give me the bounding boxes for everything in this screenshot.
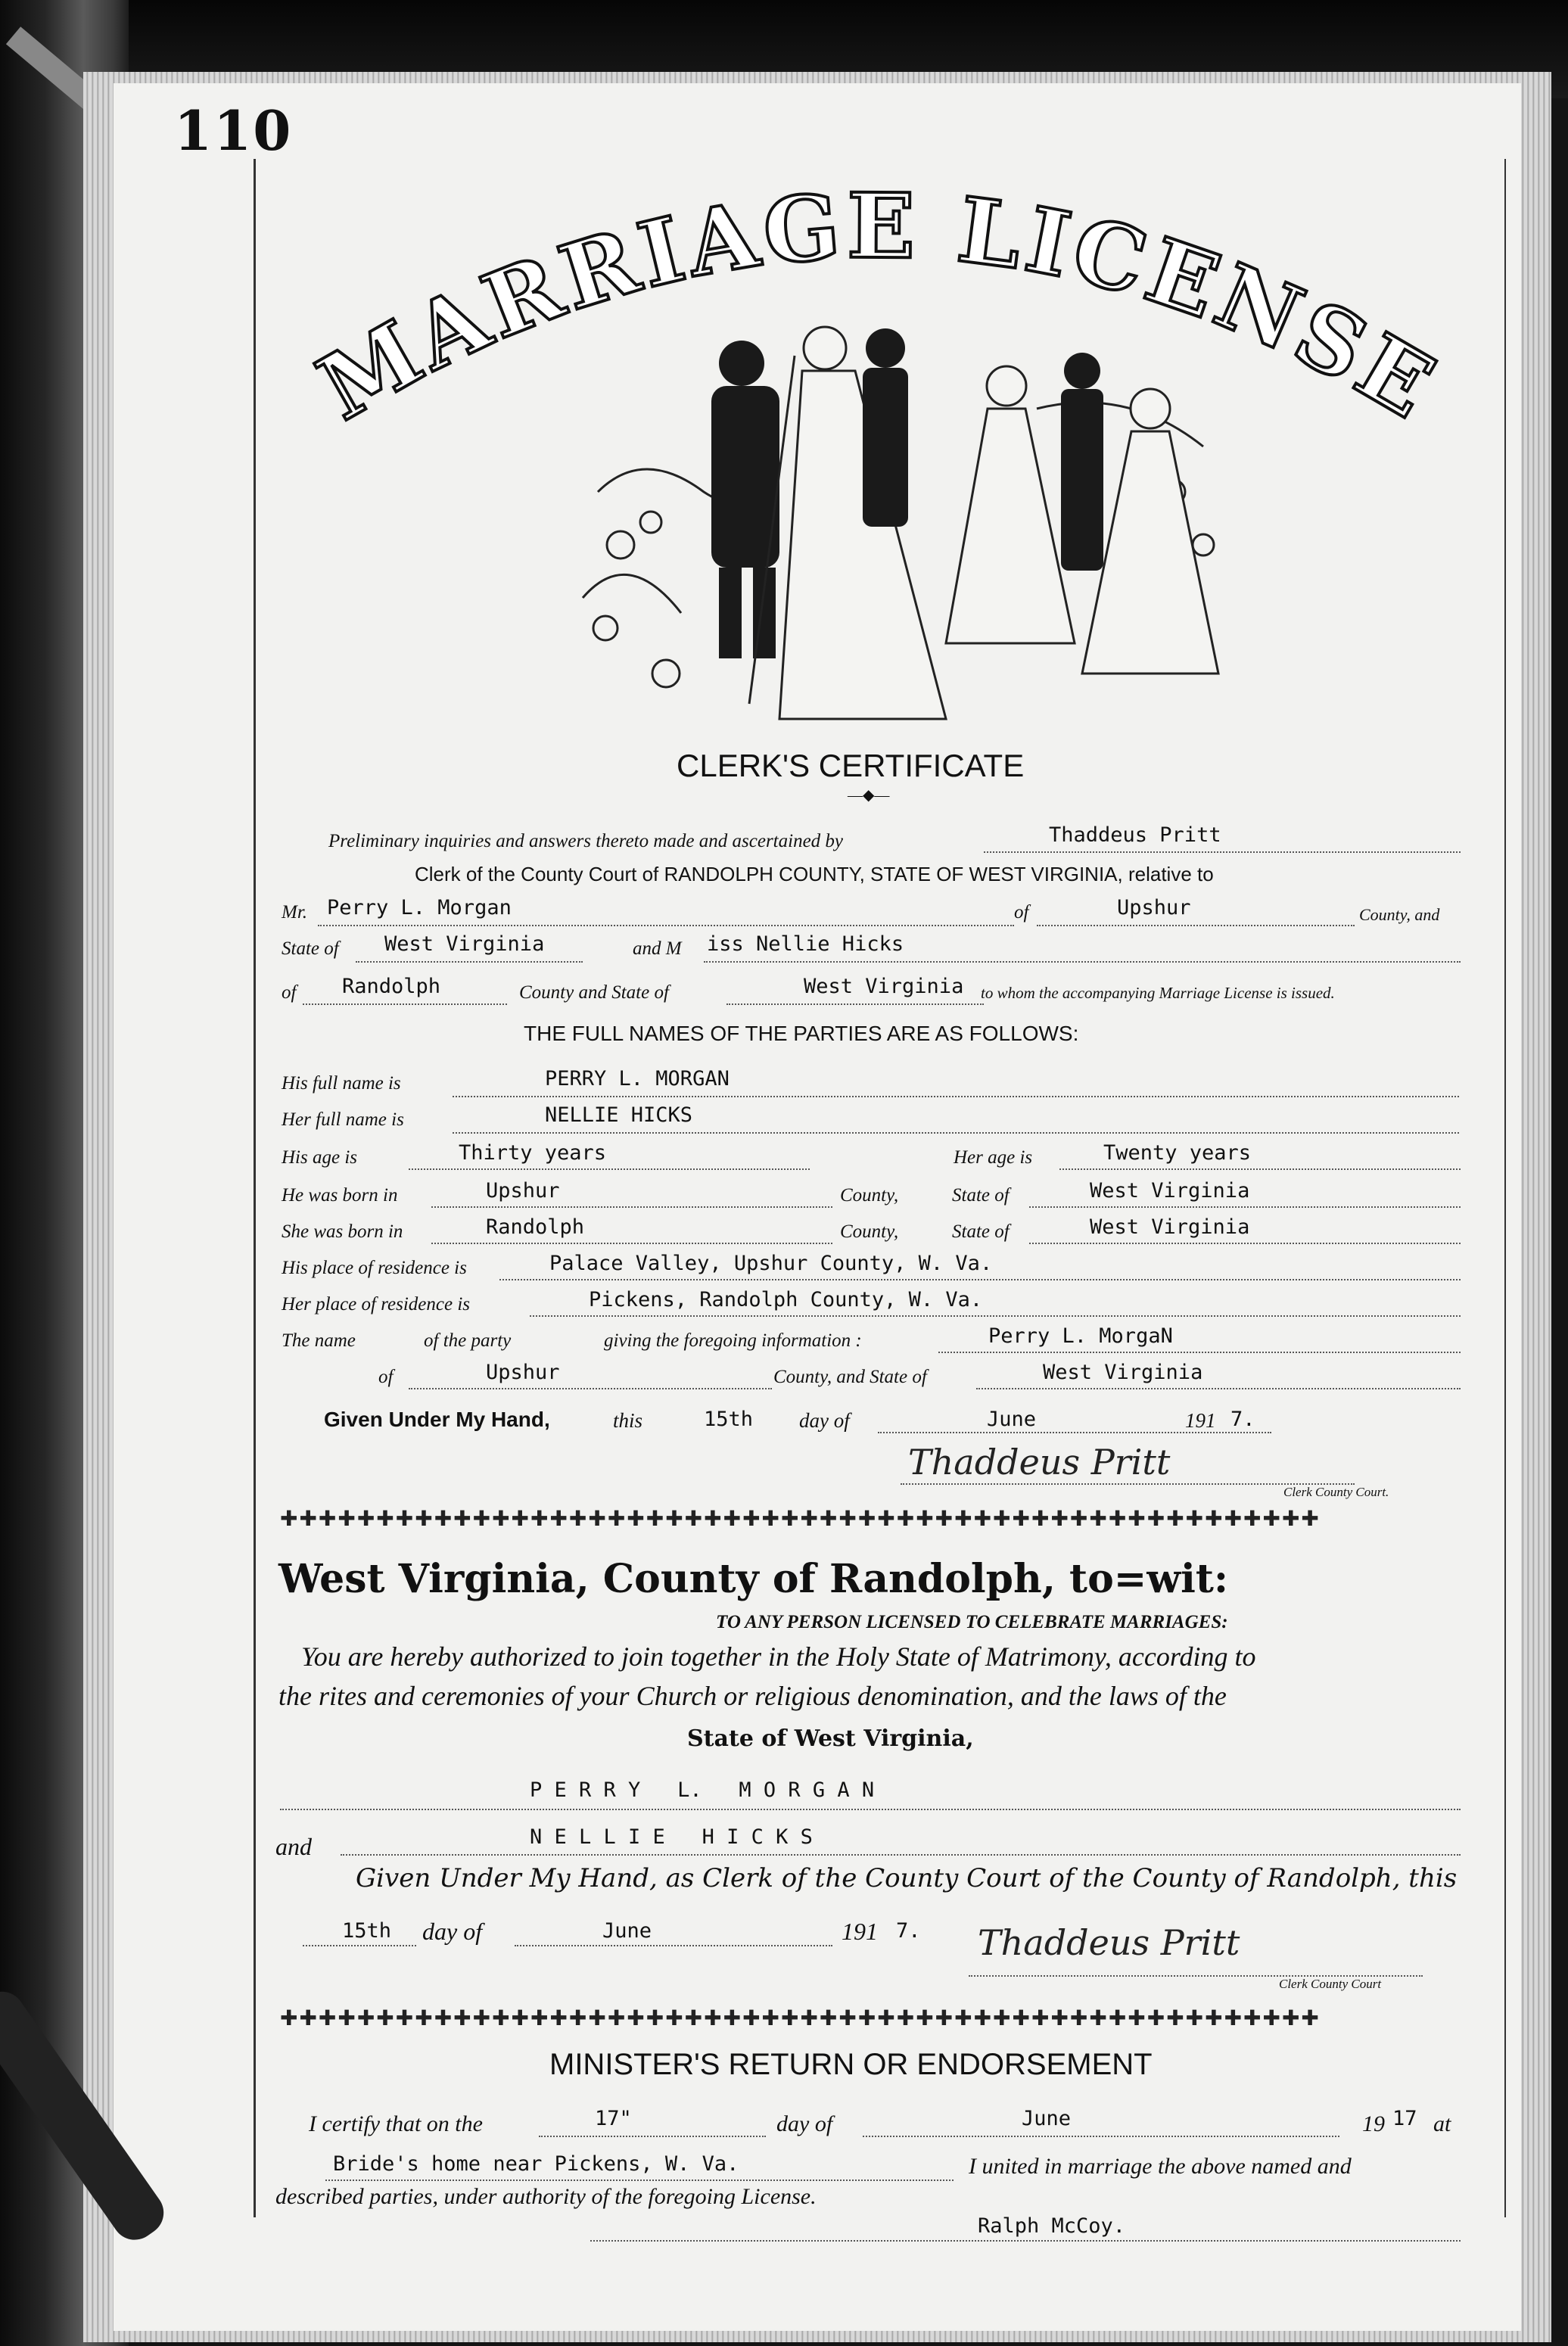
- rule: [356, 961, 583, 963]
- of-label: of: [1014, 902, 1029, 923]
- full-names-heading: THE FULL NAMES OF THE PARTIES ARE AS FOLLOWS:: [524, 1022, 1079, 1045]
- her-residence: Pickens, Randolph County, W. Va.: [589, 1288, 983, 1311]
- state-line: State of West Virginia,: [687, 1725, 974, 1752]
- she-state-label: State of: [952, 1221, 1010, 1242]
- his-full-name: PERRY L. MORGAN: [545, 1067, 730, 1091]
- informant-label-a: The name: [282, 1330, 356, 1351]
- license-body-line-1: You are hereby authorized to join together in the Holy State of Matrimony, according to: [301, 1641, 1256, 1672]
- heading-ornament: —◆—: [848, 787, 890, 804]
- united-text: I united in marriage the above named and: [969, 2154, 1352, 2179]
- informant-name: Perry L. MorgaN: [988, 1324, 1173, 1348]
- clerk-caption: Clerk County Court.: [1283, 1485, 1389, 1499]
- minister-heading: MINISTER'S RETURN OR ENDORSEMENT: [549, 2048, 1153, 2081]
- mr-state: West Virginia: [384, 932, 545, 956]
- given-day-of-label: day of: [799, 1409, 850, 1432]
- rule: [303, 1945, 416, 1946]
- described-text: described parties, under authority of the foregoing License.: [275, 2184, 817, 2209]
- license-body-line-2: the rites and ceremonies of your Church or religious denomination, and the laws of the: [278, 1681, 1227, 1711]
- rule: [726, 1003, 984, 1005]
- page-number: 110: [174, 98, 293, 163]
- her-age-label: Her age is: [954, 1147, 1033, 1168]
- rule: [938, 1352, 1461, 1353]
- county-state-of: County and State of: [519, 982, 669, 1003]
- title-text: MARRIAGE LICENSE: [301, 189, 1455, 441]
- given-month: June: [987, 1408, 1037, 1431]
- to-any-person: TO ANY PERSON LICENSED TO CELEBRATE MARRIAGES:: [716, 1612, 1228, 1632]
- rule: [1029, 1243, 1461, 1244]
- bride-name: N E L L I E H I C K S: [530, 1825, 813, 1849]
- minister-year-suffix: 17: [1392, 2107, 1417, 2130]
- she-born-state: West Virginia: [1090, 1215, 1250, 1239]
- and-m-label: and M: [633, 938, 682, 959]
- rule: [976, 1388, 1461, 1389]
- rule: [431, 1243, 832, 1244]
- rule: [280, 1809, 1461, 1810]
- her-full-name-label: Her full name is: [282, 1109, 404, 1130]
- informant-label-c: giving the foregoing information :: [604, 1330, 862, 1351]
- her-full-name: NELLIE HICKS: [545, 1103, 693, 1127]
- clerk-line: Clerk of the County Court of RANDOLPH COUNTY, STATE OF WEST VIRGINIA, relative to: [415, 863, 1214, 885]
- given-day: 15th: [704, 1408, 754, 1431]
- informant-county: Upshur: [486, 1361, 560, 1384]
- license-year-prefix: 191: [842, 1918, 878, 1945]
- informant-county-state: County, and State of: [773, 1367, 927, 1387]
- groom-name: P E R R Y L. M O R G A N: [530, 1778, 875, 1802]
- he-born-state: West Virginia: [1090, 1179, 1250, 1203]
- rule: [704, 961, 1461, 963]
- to-whom-text: to whom the accompanying Marriage License is issued.: [981, 984, 1335, 1002]
- she-county-label: County,: [840, 1221, 899, 1242]
- given-label: Given Under My Hand,: [324, 1408, 550, 1431]
- given-year-suffix: 7.: [1230, 1408, 1255, 1431]
- rule: [984, 851, 1461, 853]
- he-born-county: Upshur: [486, 1179, 560, 1203]
- his-residence: Palace Valley, Upshur County, W. Va.: [549, 1252, 993, 1275]
- rule: [499, 1279, 1461, 1280]
- her-age: Twenty years: [1103, 1141, 1252, 1165]
- license-heading: West Virginia, County of Randolph, to=wit:: [278, 1556, 1229, 1602]
- mr-name: Perry L. Morgan: [327, 896, 512, 919]
- ornamental-divider-2: ✚✚✚✚✚✚✚✚✚✚✚✚✚✚✚✚✚✚✚✚✚✚✚✚✚✚✚✚✚✚✚✚✚✚✚✚✚✚✚✚✚✚✚✚✚✚✚✚✚✚✚✚✚✚: [280, 2005, 1321, 2030]
- minister-month: June: [1022, 2107, 1072, 2130]
- certify-label: I certify that on the: [309, 2111, 483, 2136]
- rule: [1029, 1206, 1461, 1208]
- he-county-label: County,: [840, 1185, 899, 1206]
- wedding-illustration: [552, 295, 1249, 757]
- rule: [539, 2136, 766, 2137]
- he-born-label: He was born in: [282, 1185, 398, 1206]
- license-day-of-label: day of: [422, 1918, 483, 1945]
- clerks-certificate-heading: CLERK'S CERTIFICATE: [677, 748, 1025, 783]
- and-label: and: [275, 1833, 312, 1860]
- miss-name: iss Nellie Hicks: [707, 932, 904, 956]
- his-age: Thirty years: [459, 1141, 607, 1165]
- rule: [409, 1388, 772, 1389]
- given-year-prefix: 191: [1185, 1409, 1216, 1432]
- his-full-name-label: His full name is: [282, 1073, 401, 1094]
- rule: [453, 1132, 1459, 1134]
- ornamental-divider: ✚✚✚✚✚✚✚✚✚✚✚✚✚✚✚✚✚✚✚✚✚✚✚✚✚✚✚✚✚✚✚✚✚✚✚✚✚✚✚✚✚✚✚✚✚✚✚✚✚✚✚✚✚✚: [280, 1506, 1321, 1531]
- license-day: 15th: [342, 1919, 392, 1943]
- rule: [590, 2240, 1461, 2242]
- rule: [431, 1206, 832, 1208]
- marriage-place: Bride's home near Pickens, W. Va.: [333, 2152, 739, 2176]
- of-label-2: of: [282, 982, 297, 1003]
- mr-county: Upshur: [1117, 896, 1191, 919]
- informant-state: West Virginia: [1043, 1361, 1203, 1384]
- license-signature: Thaddeus Pritt: [978, 1922, 1240, 1963]
- rule: [1037, 925, 1355, 926]
- rule: [453, 1096, 1459, 1097]
- his-age-label: His age is: [282, 1147, 357, 1168]
- he-state-label: State of: [952, 1185, 1010, 1206]
- informant-label-b: of the party: [424, 1330, 512, 1351]
- given-under-hand-line: Given Under My Hand, as Clerk of the County Court of the County of Randolph, this: [356, 1863, 1458, 1893]
- rule: [409, 1168, 810, 1170]
- minister-day: 17": [595, 2107, 632, 2130]
- license-month: June: [602, 1919, 652, 1943]
- state-of-label: State of: [282, 938, 339, 959]
- mr-label: Mr.: [282, 902, 308, 923]
- informant-of-label: of: [378, 1367, 394, 1387]
- she-born-label: She was born in: [282, 1221, 403, 1242]
- given-this-label: this: [613, 1409, 643, 1432]
- prelim-name: Thaddeus Pritt: [1049, 823, 1221, 847]
- rule: [303, 1003, 507, 1005]
- minister-day-of-label: day of: [776, 2111, 833, 2136]
- minister-year-prefix: 19: [1362, 2111, 1385, 2136]
- prelim-text: Preliminary inquiries and answers thereto made and ascertained by: [328, 831, 844, 851]
- her-residence-label: Her place of residence is: [282, 1294, 470, 1315]
- clerk-signature: Thaddeus Pritt: [908, 1442, 1171, 1483]
- rule: [530, 1315, 1461, 1317]
- rule: [515, 1945, 832, 1946]
- miss-county: Randolph: [342, 975, 441, 998]
- rule: [325, 2180, 954, 2181]
- his-residence-label: His place of residence is: [282, 1258, 467, 1278]
- license-clerk-caption: Clerk County Court: [1279, 1977, 1382, 1991]
- license-year-suffix: 7.: [896, 1919, 921, 1943]
- rule: [1059, 1168, 1461, 1170]
- rule: [341, 1854, 1461, 1856]
- minister-name: Ralph McCoy.: [978, 2214, 1126, 2238]
- she-born-county: Randolph: [486, 1215, 585, 1239]
- county-and: County, and: [1359, 905, 1440, 924]
- miss-state: West Virginia: [804, 975, 964, 998]
- minister-at-label: at: [1433, 2111, 1451, 2136]
- rule: [863, 2136, 1339, 2137]
- rule: [318, 925, 1014, 926]
